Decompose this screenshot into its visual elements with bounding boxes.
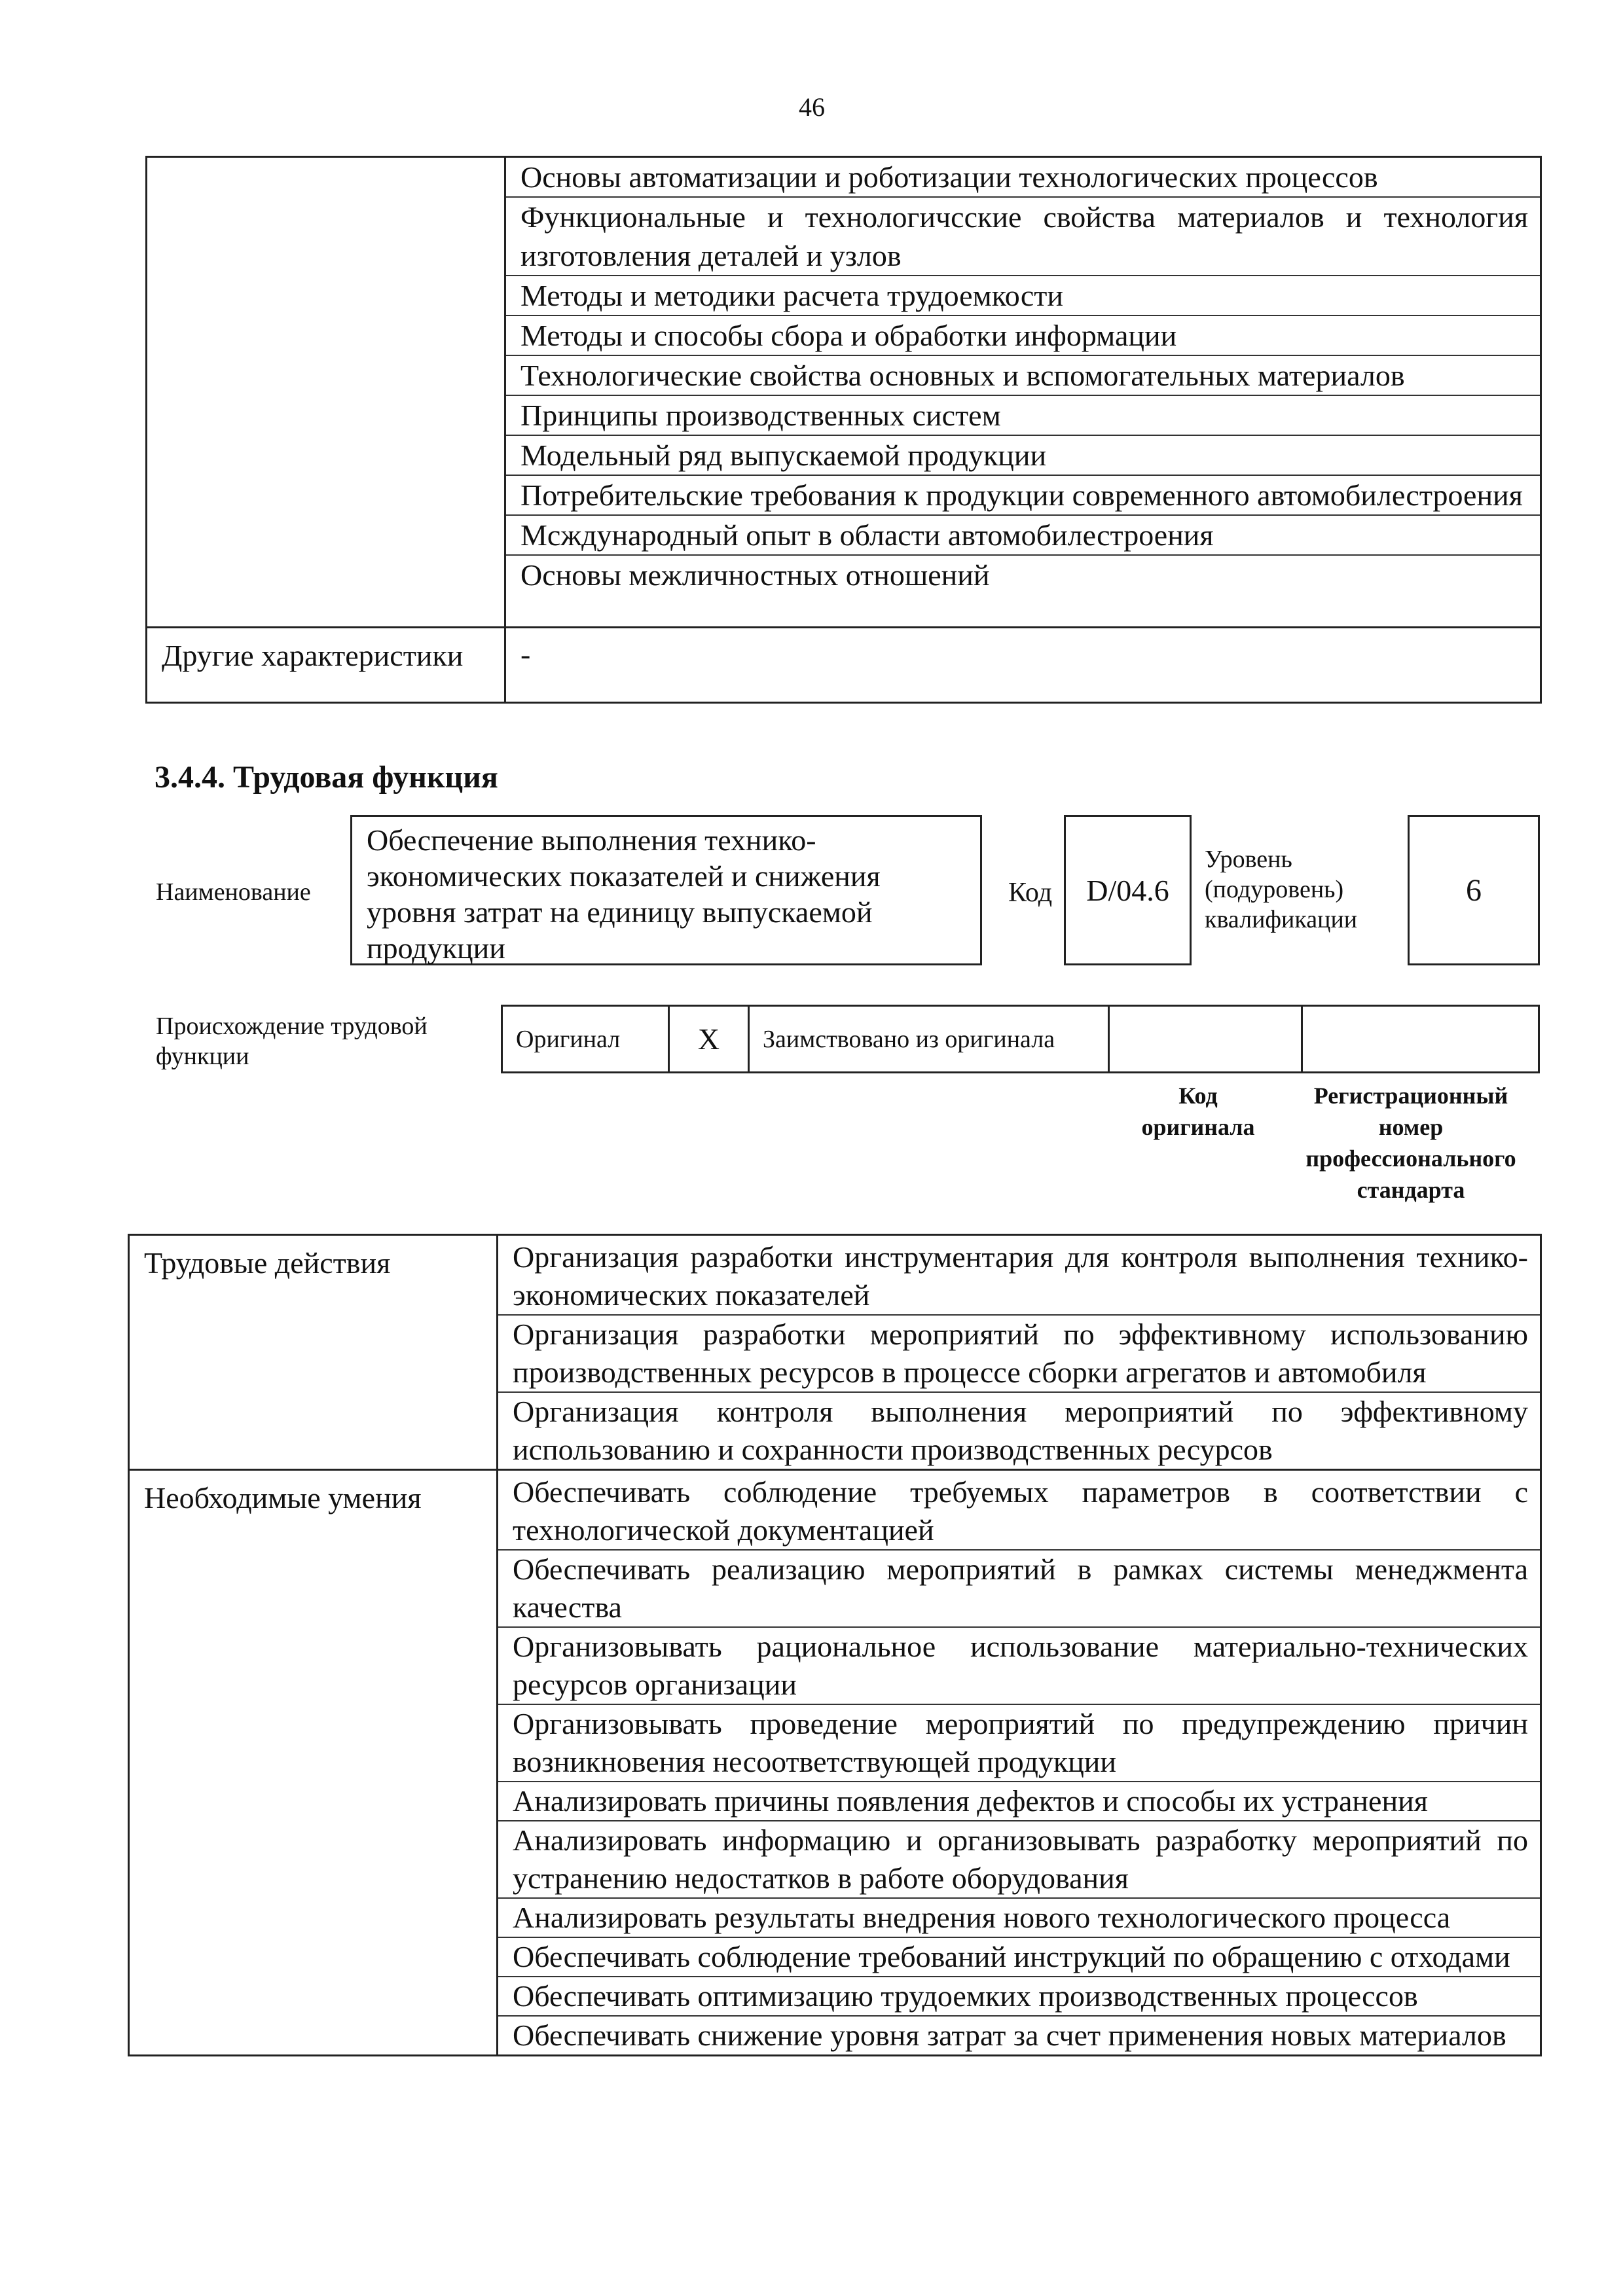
list-item: Организация разработки мероприятий по эффективному использованию производственных ресурсов в процессе сборки агрегатов и автомобиля <box>498 1316 1540 1393</box>
list-item: Обеспечивать соблюдение требований инструкций по обращению с отходами <box>498 1938 1540 1977</box>
reg-number-cell <box>1303 1007 1538 1071</box>
list-item: Методы и методики расчета трудоемкости <box>506 276 1540 316</box>
original-cell <box>503 1007 670 1071</box>
knowledge-table <box>145 156 1542 704</box>
origin-box <box>501 1005 1540 1073</box>
list-item: Основы межличностных отношений <box>520 558 990 592</box>
borrowed-cell <box>750 1007 1110 1071</box>
list-item: Технологические свойства основных и вспомогательных материалов <box>506 356 1540 396</box>
table-cell-empty <box>147 157 505 628</box>
original-code-cell <box>1110 1007 1303 1071</box>
list-item: Принципы производственных систем <box>506 396 1540 436</box>
original-label: Оригинал <box>516 1025 621 1053</box>
actions-skills-table <box>128 1234 1542 2056</box>
list-item: Организовывать рациональное использование материально-технических ресурсов организации <box>498 1628 1540 1705</box>
knowledge-list <box>505 157 1541 628</box>
list-item: Функциональные и технологичсские свойства материалов и технология изготовления деталей и узлов <box>506 198 1540 276</box>
skills-label: Необходимые умения <box>129 1470 498 2056</box>
list-item: Анализировать причины появления дефектов и способы их устранения <box>498 1782 1540 1821</box>
borrowed-label: Заимствовано из оригинала <box>763 1025 1055 1053</box>
actions-label: Трудовые действия <box>129 1235 498 1470</box>
origin-label: Происхождение трудовой функции <box>156 1013 428 1070</box>
original-mark-cell <box>670 1007 750 1071</box>
level-label: Уровень (подуровень) квалификации <box>1205 846 1358 933</box>
table-row <box>147 157 1541 628</box>
level-value: 6 <box>1466 872 1482 908</box>
list-item: Методы и способы сбора и обработки информации <box>506 316 1540 356</box>
list-item: Мсждународный опыт в области автомобилестроения <box>506 516 1540 556</box>
list-item: Анализировать информацию и организовывать разработку мероприятий по устранению недостатков в работе оборудования <box>498 1821 1540 1899</box>
code-original-caption: Код оригинала <box>1141 1083 1255 1140</box>
code-value: D/04.6 <box>1086 873 1169 907</box>
reg-number-caption: Регистрационный номер профессионального стандарта <box>1305 1083 1516 1203</box>
function-name-box <box>350 815 982 965</box>
function-name-value: Обеспечение выполнения технико-экономических показателей и снижения уровня затрат на единицу выпускаемой продукции <box>367 823 881 965</box>
section-title: 3.4.4. Трудовая функция <box>155 760 498 795</box>
table-row <box>147 628 1541 703</box>
list-item: Обеспечивать соблюдение требуемых параметров в соответствии с технологической документацией <box>498 1473 1540 1551</box>
level-box <box>1408 815 1540 965</box>
other-characteristics-text: - <box>520 637 531 671</box>
name-label: Наименование <box>156 878 311 906</box>
table-row <box>129 1470 1541 2056</box>
code-label: Код <box>1008 878 1053 908</box>
other-characteristics-value <box>505 628 1541 703</box>
table-row <box>129 1235 1541 1470</box>
list-item: Потребительские требования к продукции современного автомобилестроения <box>506 476 1540 516</box>
code-box <box>1064 815 1192 965</box>
original-mark: X <box>697 1022 720 1056</box>
list-item: Анализировать результаты внедрения нового технологического процесса <box>498 1899 1540 1938</box>
skills-list <box>498 1470 1541 2056</box>
page-number: 46 <box>799 92 825 122</box>
actions-list <box>498 1235 1541 1470</box>
list-item: Обеспечивать реализацию мероприятий в рамках системы менеджмента качества <box>498 1551 1540 1628</box>
list-item: Модельный ряд выпускаемой продукции <box>506 436 1540 476</box>
list-item: Организовывать проведение мероприятий по предупреждению причин возникновения несоответствующей продукции <box>498 1705 1540 1782</box>
other-characteristics-label: Другие характеристики <box>147 628 505 703</box>
list-item: Обеспечивать оптимизацию трудоемких производственных процессов <box>498 1977 1540 2017</box>
list-item: Основы автоматизации и роботизации технологических процессов <box>506 158 1540 198</box>
list-item: Организация разработки инструментария для контроля выполнения технико-экономических показателей <box>498 1238 1540 1316</box>
list-item: Организация контроля выполнения мероприятий по эффективному использованию и сохранности производственных ресурсов <box>513 1395 1528 1466</box>
list-item: Обеспечивать снижение уровня затрат за счет применения новых материалов <box>513 2018 1506 2052</box>
